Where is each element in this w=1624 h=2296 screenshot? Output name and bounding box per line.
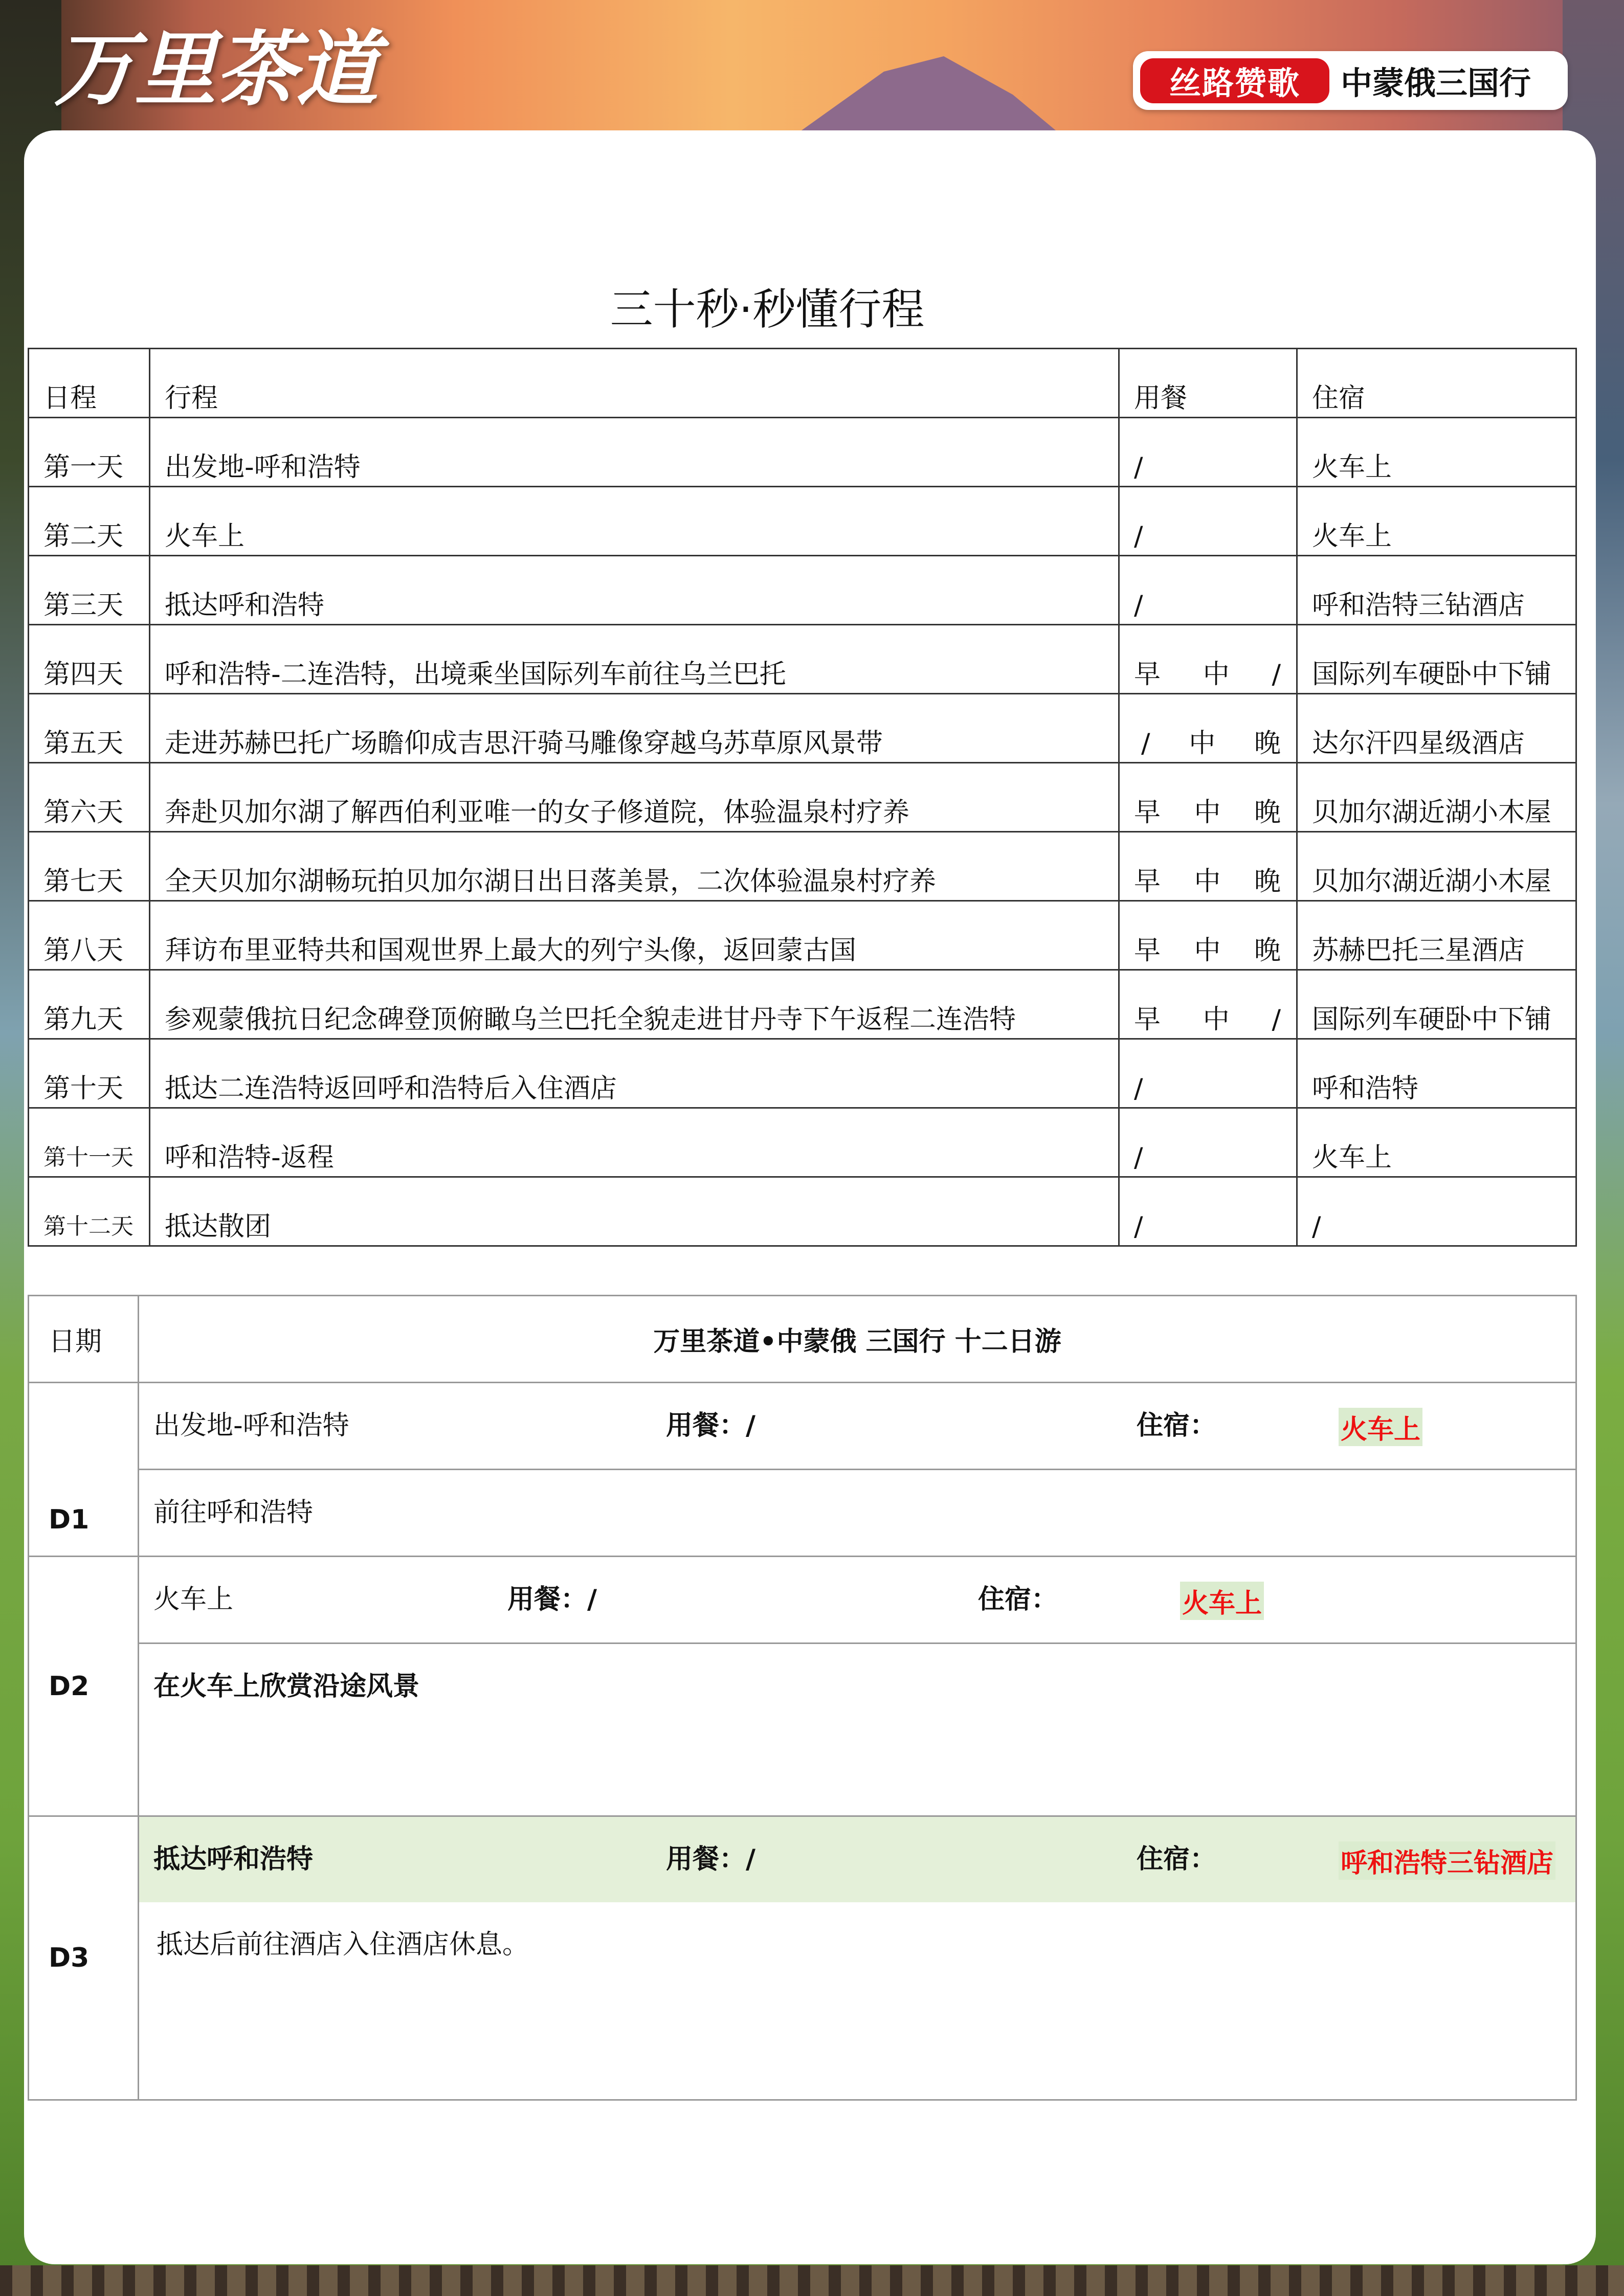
summary-day: 第五天 [29,694,150,763]
summary-hotel: 贝加尔湖近湖小木屋 [1297,832,1576,901]
meal-item: 晚 [1254,935,1281,966]
d3-hotel: 呼和浩特三钻酒店 [1339,1841,1555,1880]
summary-day: 第七天 [29,832,150,901]
d1-label: D1 [29,1383,139,1557]
summary-route: 拜访布里亚特共和国观世界上最大的列宁头像，返回蒙古国 [150,901,1119,970]
meal-item: 早 [1134,659,1161,690]
summary-meals [1119,763,1297,832]
meal-group [1134,728,1296,759]
detail-header-row [29,1296,1576,1383]
summary-day: 第八天 [29,901,150,970]
summary-hotel: / [1297,1177,1576,1246]
d2-hotel: 火车上 [1180,1582,1264,1620]
railway-track [0,2265,1624,2296]
d1-hotel-label: 住宿： [1137,1410,1217,1441]
d1-hotel: 火车上 [1339,1408,1422,1446]
summary-day: 第一天 [29,418,150,487]
d2-hotel-label: 住宿： [978,1584,1058,1615]
meal-group [1134,659,1296,690]
d3-desc-row [29,1902,1576,2100]
summary-day: 第四天 [29,625,150,694]
d3-meal: 用餐：/ [666,1844,755,1875]
badge-red-label: 丝路赞歌 [1140,58,1329,103]
summary-hotel: 火车上 [1297,418,1576,487]
summary-row [29,832,1576,901]
summary-row [29,418,1576,487]
summary-meals: / [1119,487,1297,556]
meal-group [1134,797,1296,828]
summary-meals: / [1119,1108,1297,1177]
d1-desc-row [29,1470,1576,1557]
detail-title: 万里茶道•中蒙俄 三国行 十二日游 [139,1296,1576,1383]
d1-meal: 用餐：/ [666,1410,755,1441]
d3-desc: 抵达后前往酒店入住酒店休息。 [157,1929,529,1960]
summary-route: 火车上 [150,487,1119,556]
meal-item: 早 [1134,1004,1161,1035]
d1-info-row [29,1383,1576,1470]
summary-hotel: 贝加尔湖近湖小木屋 [1297,763,1576,832]
meal-item: 中 [1194,797,1221,828]
summary-route: 呼和浩特-返程 [150,1108,1119,1177]
meal-item: 晚 [1254,797,1281,828]
meal-item: 中 [1194,935,1221,966]
summary-hotel: 国际列车硬卧中下铺 [1297,970,1576,1039]
summary-route: 呼和浩特-二连浩特，出境乘坐国际列车前往乌兰巴托 [150,625,1119,694]
header-hotel: 住宿 [1297,349,1576,418]
header-day: 日程 [29,349,150,418]
meal-item: 中 [1194,866,1221,897]
d1-desc: 前往呼和浩特 [153,1497,314,1528]
summary-route: 抵达散团 [150,1177,1119,1246]
summary-route: 奔赴贝加尔湖了解西伯利亚唯一的女子修道院，体验温泉村疗养 [150,763,1119,832]
summary-meals [1119,970,1297,1039]
summary-hotel: 呼和浩特 [1297,1039,1576,1108]
summary-hotel: 呼和浩特三钻酒店 [1297,556,1576,625]
meal-item: 中 [1203,659,1230,690]
summary-row [29,694,1576,763]
summary-row [29,1177,1576,1246]
summary-hotel: 火车上 [1297,487,1576,556]
summary-route: 全天贝加尔湖畅玩拍贝加尔湖日出日落美景，二次体验温泉村疗养 [150,832,1119,901]
d2-desc: 在火车上欣赏沿途风景 [153,1671,420,1702]
summary-row [29,901,1576,970]
badge-text: 中蒙俄三国行 [1341,64,1531,102]
meal-item: 早 [1134,866,1161,897]
d3-route: 抵达呼和浩特 [153,1844,314,1875]
summary-hotel: 火车上 [1297,1108,1576,1177]
meal-item: / [1141,728,1150,759]
brand-logo: 万里茶道 [54,21,377,117]
summary-route: 抵达二连浩特返回呼和浩特后入住酒店 [150,1039,1119,1108]
summary-route: 走进苏赫巴托广场瞻仰成吉思汗骑马雕像穿越乌苏草原风景带 [150,694,1119,763]
summary-hotel: 苏赫巴托三星酒店 [1297,901,1576,970]
detail-table [28,1295,1577,2101]
d2-info-row [29,1557,1576,1644]
summary-route: 参观蒙俄抗日纪念碑登顶俯瞰乌兰巴托全貌走进甘丹寺下午返程二连浩特 [150,970,1119,1039]
summary-hotel: 国际列车硬卧中下铺 [1297,625,1576,694]
d1-route: 出发地-呼和浩特 [153,1410,349,1441]
summary-meals: / [1119,556,1297,625]
meal-group [1134,1004,1296,1035]
summary-meals: / [1119,418,1297,487]
detail-date-label: 日期 [29,1296,139,1383]
d2-desc-row [29,1644,1576,1816]
summary-route: 出发地-呼和浩特 [150,418,1119,487]
header-meals: 用餐 [1119,349,1297,418]
summary-row [29,556,1576,625]
summary-meals [1119,625,1297,694]
summary-day: 第六天 [29,763,150,832]
d2-route: 火车上 [153,1584,234,1615]
summary-row [29,1039,1576,1108]
d2-meal: 用餐：/ [507,1584,597,1615]
summary-body [29,418,1576,1246]
header-route: 行程 [150,349,1119,418]
meal-item: 晚 [1254,866,1281,897]
summary-meals: / [1119,1039,1297,1108]
summary-meals [1119,832,1297,901]
summary-header-row [29,349,1576,418]
summary-meals [1119,694,1297,763]
summary-day: 第二天 [29,487,150,556]
summary-day: 第九天 [29,970,150,1039]
meal-item: 中 [1203,1004,1230,1035]
summary-day: 第十一天 [29,1108,150,1177]
summary-row [29,763,1576,832]
meal-item: 中 [1189,728,1216,759]
summary-title: 三十秒·秒懂行程 [610,284,925,334]
summary-row [29,625,1576,694]
summary-row [29,487,1576,556]
summary-day: 第十天 [29,1039,150,1108]
summary-day: 第三天 [29,556,150,625]
meal-item: / [1272,1004,1281,1035]
d3-info-row [29,1816,1576,1903]
meal-item: / [1272,659,1281,690]
meal-group [1134,866,1296,897]
meal-item: 早 [1134,797,1161,828]
meal-item: 晚 [1254,728,1281,759]
meal-item: 早 [1134,935,1161,966]
d2-label: D2 [29,1557,139,1816]
d3-hotel-label: 住宿： [1137,1844,1217,1875]
d3-label: D3 [29,1816,139,2100]
summary-row [29,970,1576,1039]
summary-meals: / [1119,1177,1297,1246]
summary-row [29,1108,1576,1177]
route-badge [1133,51,1568,110]
summary-route: 抵达呼和浩特 [150,556,1119,625]
summary-day: 第十二天 [29,1177,150,1246]
summary-hotel: 达尔汗四星级酒店 [1297,694,1576,763]
summary-meals [1119,901,1297,970]
summary-table [28,348,1577,1247]
meal-group [1134,935,1296,966]
